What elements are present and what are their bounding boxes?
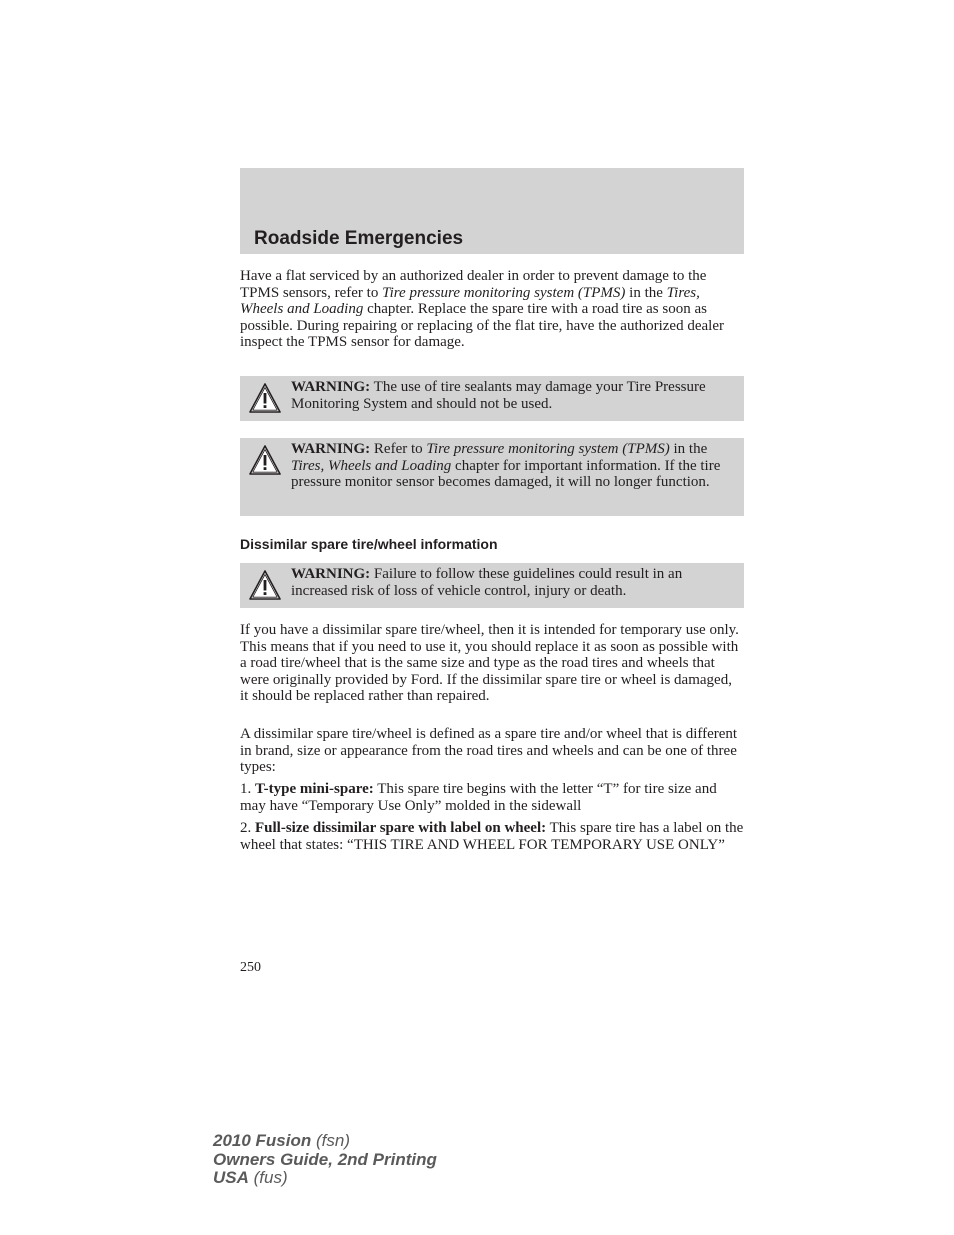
page-number: 250 xyxy=(240,960,261,975)
warning-text: WARNING: Failure to follow these guidelines could result in an increased risk of loss of vehicle control, injury or death. xyxy=(291,566,683,599)
document-footer xyxy=(213,1132,437,1188)
section-header-title: Roadside Emergencies xyxy=(254,228,464,249)
definition-paragraph: A dissimilar spare tire/wheel is defined as a spare tire and/or wheel that is different in brand, size or appearance from the road tires and wheels and can be one of three types: xyxy=(240,726,738,775)
warning-box-sealants xyxy=(240,376,744,421)
warning-text: WARNING: Refer to Tire pressure monitoring system (TPMS) in the Tires, Wheels and Loading chapter for important information. If the tire pressure monitor sensor becomes damaged, it will no longer function. xyxy=(291,441,721,490)
intro-paragraph: Have a flat serviced by an authorized dealer in order to prevent damage to the TPMS sensors, refer to Tire pressure monitoring system (TPMS) in the Tires, Wheels and Loading chapter. Replace the spare tire with a road tire as soon as possible. During repairing or replacing of the flat tire, have the authorized dealer inspect the TPMS sensor for damage. xyxy=(240,268,724,350)
temporary-use-paragraph: If you have a dissimilar spare tire/wheel, then it is intended for temporary use only. This means that if you need to use it, you should replace it as soon as possible with a road tire/wheel that is the same size and type as the road tires and wheels that were originally provided by Ford. If the dissimilar spare tire or wheel is damaged, it should be replaced rather than repaired. xyxy=(240,622,739,704)
subsection-title: Dissimilar spare tire/wheel information xyxy=(240,536,498,552)
warning-text: WARNING: The use of tire sealants may damage your Tire Pressure Monitoring System and should not be used. xyxy=(291,379,706,412)
warning-box-guidelines xyxy=(240,563,744,608)
footer-model-line: 2010 Fusion (fsn) xyxy=(213,1131,350,1150)
footer-region-line: USA (fus) xyxy=(213,1168,288,1187)
warning-box-tpms xyxy=(240,438,744,516)
list-item-full-size: 2. Full-size dissimilar spare with label on wheel: This spare tire has a label on the wheel that states: “THIS TIRE AND WHEEL FOR TEMPORARY USE ONLY” xyxy=(240,820,744,853)
list-item-t-type: 1. T-type mini-spare: This spare tire begins with the letter “T” for tire size and may have “Temporary Use Only” molded in the sidewall xyxy=(240,781,717,814)
footer-guide-line: Owners Guide, 2nd Printing xyxy=(213,1149,437,1169)
section-header-band xyxy=(240,168,744,254)
warning-triangle-icon xyxy=(248,569,282,601)
warning-triangle-icon xyxy=(248,382,282,414)
warning-triangle-icon xyxy=(248,444,282,476)
